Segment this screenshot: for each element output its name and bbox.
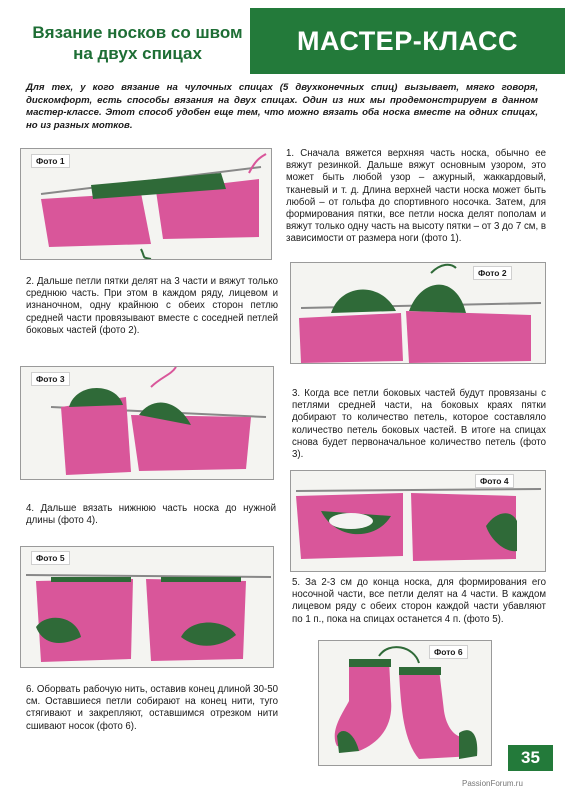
title-line-1: Вязание носков со швом	[32, 23, 243, 42]
article-title	[0, 22, 275, 64]
page-number: 35	[508, 745, 553, 771]
step-5-text: 5. За 2-3 см до конца носка, для формирования его носочной части, все петли делят на 4 части. В каждом лицевом ряду с обеих сторон каждой части убавляют по 1 п., пока на спицах останется 4 п. (фото 5).	[292, 577, 546, 625]
photo-2-label: Фото 2	[473, 266, 512, 280]
step-2-text: 2. Дальше петли пятки делят на 3 части и вяжут только среднюю часть. При этом в каждом ряду, лицевом и изнаночном, одну крайнюю с обеих сторон петлю средней части провязывают вместе с соседней петлей боковых частей (фото 2).	[26, 276, 278, 336]
intro-paragraph: Для тех, у кого вязание на чулочных спицах (5 двухконечных спиц) вызывает, мягко говоря, дискомфорт, есть способы вязания на двух спицах. Один из них мы продемонстрируем в данном мастер-классе. Этот способ удобен еще тем, что можно вязать оба носка вместе на одних спицах, но из разных мотков.	[26, 82, 538, 131]
step-6-text: 6. Оборвать рабочую нить, оставив конец длиной 30-50 см. Оставшиеся петли собирают на конец нити, туго стягивают и закрепляют, оставшимся отрезком нити сшивают носок (фото 6).	[26, 684, 278, 732]
photo-5-label: Фото 5	[31, 551, 70, 565]
photo-3	[20, 366, 274, 480]
photo-6-label: Фото 6	[429, 645, 468, 659]
section-banner	[250, 8, 565, 74]
photo-4-label: Фото 4	[475, 474, 514, 488]
photo-2	[290, 262, 546, 364]
photo-5-image	[21, 547, 273, 667]
title-line-2: на двух спицах	[73, 44, 202, 63]
photo-1	[20, 148, 272, 260]
photo-5	[20, 546, 274, 668]
step-4-text: 4. Дальше вязать нижнюю часть носка до нужной длины (фото 4).	[26, 503, 276, 527]
photo-1-label: Фото 1	[31, 154, 70, 168]
photo-3-label: Фото 3	[31, 372, 70, 386]
photo-4	[290, 470, 546, 572]
watermark: PassionForum.ru	[462, 779, 523, 788]
photo-6-image	[319, 641, 491, 765]
step-3-text: 3. Когда все петли боковых частей будут провязаны с петлями средней части, на боковых краях пятки добирают то количество петель, которое составляло количество петель боковых частей. В итоге на спицах снова будет первоначальное количество петель (фото 3).	[292, 388, 546, 461]
section-title: МАСТЕР-КЛАСС	[297, 25, 518, 56]
photo-6	[318, 640, 492, 766]
step-1-text: 1. Сначала вяжется верхняя часть носка, обычно ее вяжут резинкой. Дальше вяжут основным узором, это может быть любой узор – ажурный, жаккардовый, тканевый и т. д. Длина верхней части носка может быть любой – от гольфа до спортивного носочка. Затем, для формирования пятки, все петли носка делят пополам и вяжут только одну часть на высоту пятки – от 3 до 7 см, в зависимости от размера ноги (фото 1).	[286, 148, 546, 245]
